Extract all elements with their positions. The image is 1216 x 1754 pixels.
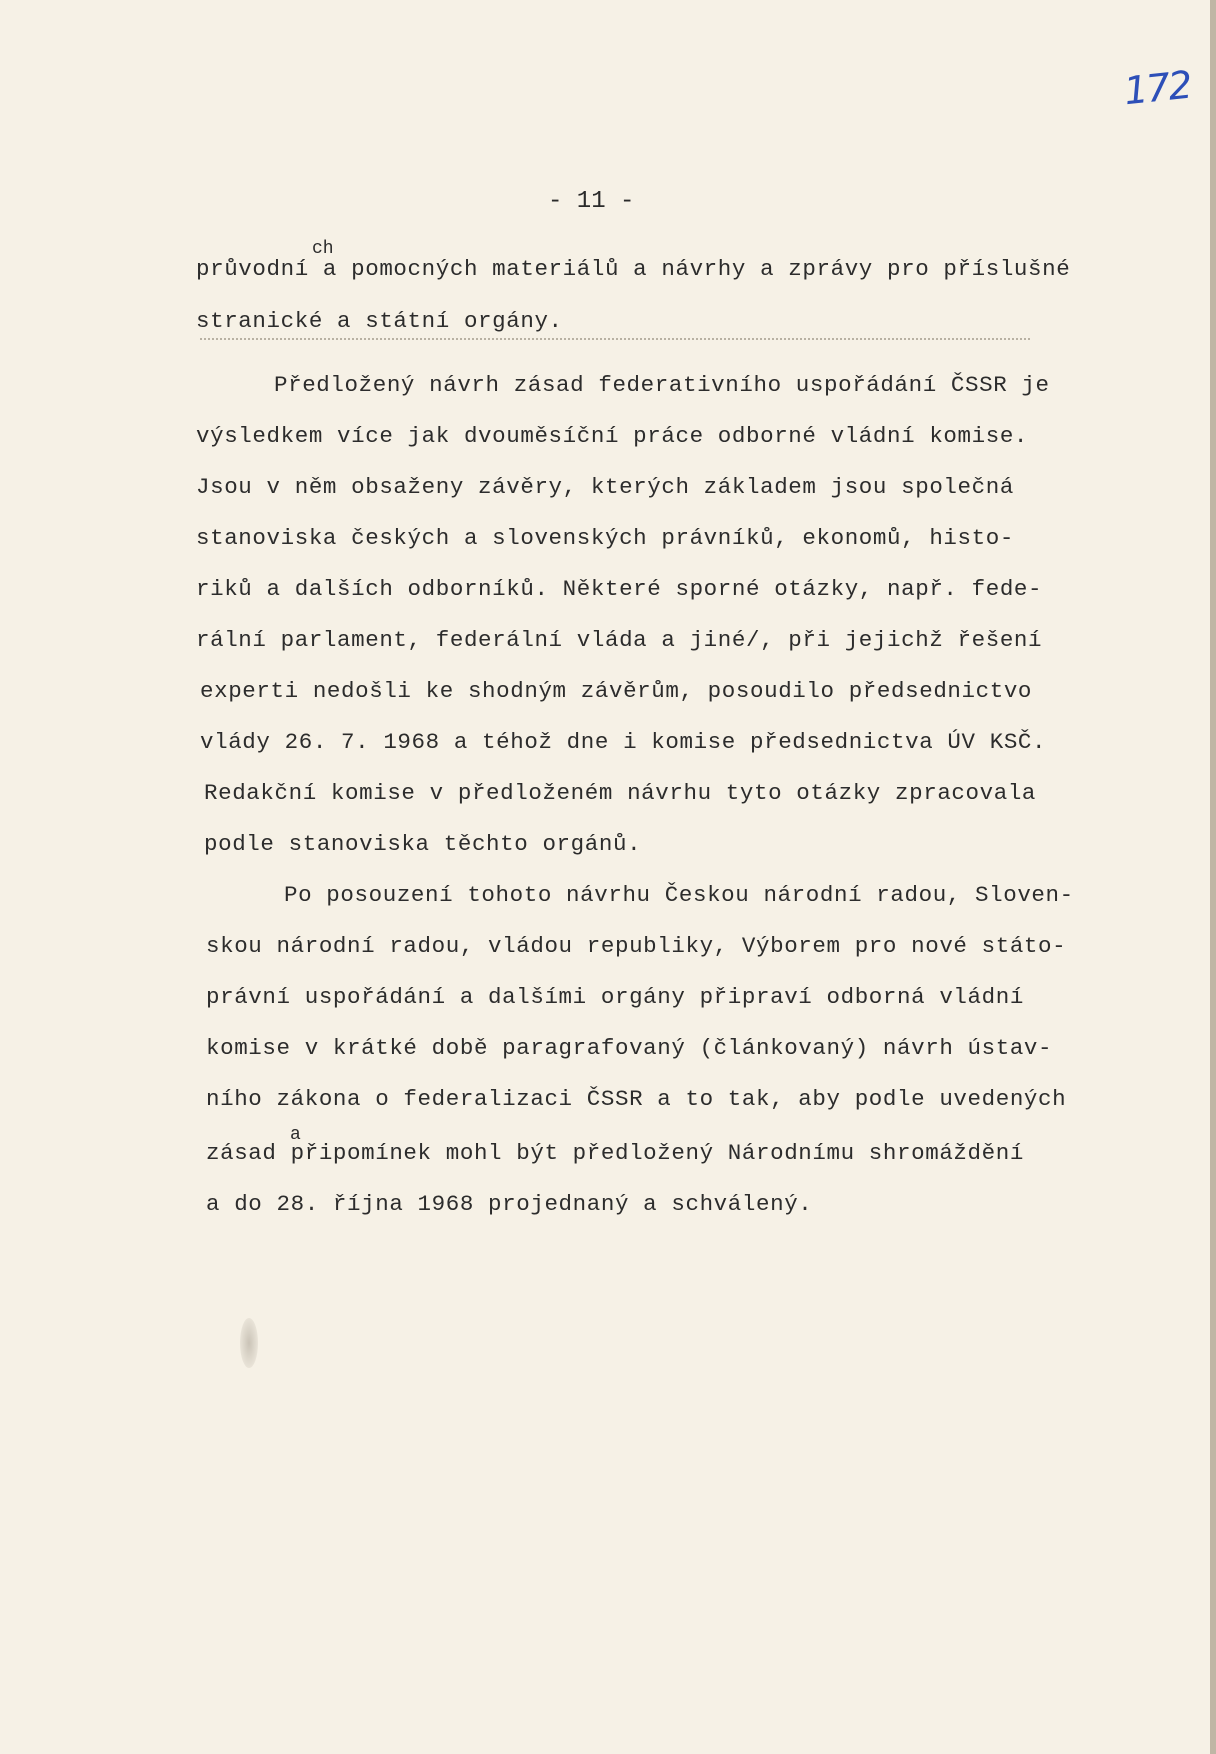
handwritten-insertion-a: a xyxy=(290,1125,301,1145)
text-line: vlády 26. 7. 1968 a téhož dne i komise předsednictva ÚV KSČ. xyxy=(200,729,1047,755)
text-line: a do 28. října 1968 projednaný a schválený. xyxy=(206,1191,813,1217)
paper-smudge xyxy=(240,1318,258,1368)
text-line: komise v krátké době paragrafovaný (článkovaný) návrh ústav- xyxy=(206,1035,1053,1061)
text-line: ního zákona o federalizaci ČSSR a to tak, aby podle uvedených xyxy=(206,1086,1067,1112)
text-line: Jsou v něm obsaženy závěry, kterých základem jsou společná xyxy=(196,474,1014,500)
text-line: riků a dalších odborníků. Některé sporné otázky, např. fede- xyxy=(196,576,1043,602)
text-line: stanoviska českých a slovenských právníků, ekonomů, histo- xyxy=(196,525,1014,551)
page-number: - 11 - xyxy=(548,188,635,215)
faint-dotted-rule xyxy=(200,338,1030,340)
handwritten-insertion-ch: ch xyxy=(312,239,334,259)
text-line: podle stanoviska těchto orgánů. xyxy=(204,831,642,857)
text-line: právní uspořádání a dalšími orgány připraví odborná vládní xyxy=(206,984,1024,1010)
text-line: výsledkem více jak dvouměsíční práce odborné vládní komise. xyxy=(196,423,1029,449)
page-edge xyxy=(1210,0,1216,1754)
text-line: Redakční komise v předloženém návrhu tyto otázky zpracovala xyxy=(204,780,1037,806)
text-line: skou národní radou, vládou republiky, Výborem pro nové státo- xyxy=(206,933,1067,959)
text-line: Po posouzení tohoto návrhu Českou národní radou, Sloven- xyxy=(284,882,1074,908)
text-line: Předložený návrh zásad federativního uspořádání ČSSR je xyxy=(274,372,1050,398)
text-line: rální parlament, federální vláda a jiné/, při jejichž řešení xyxy=(196,627,1043,653)
handwritten-folio-number: 172 xyxy=(1121,62,1193,114)
text-line: experti nedošli ke shodným závěrům, posoudilo předsednictvo xyxy=(200,678,1033,704)
text-line: zásad připomínek mohl být předložený Národnímu shromáždění xyxy=(206,1140,1024,1166)
text-line: stranické a státní orgány. xyxy=(196,308,563,334)
text-line: průvodní a pomocných materiálů a návrhy a zprávy pro příslušné xyxy=(196,256,1071,282)
